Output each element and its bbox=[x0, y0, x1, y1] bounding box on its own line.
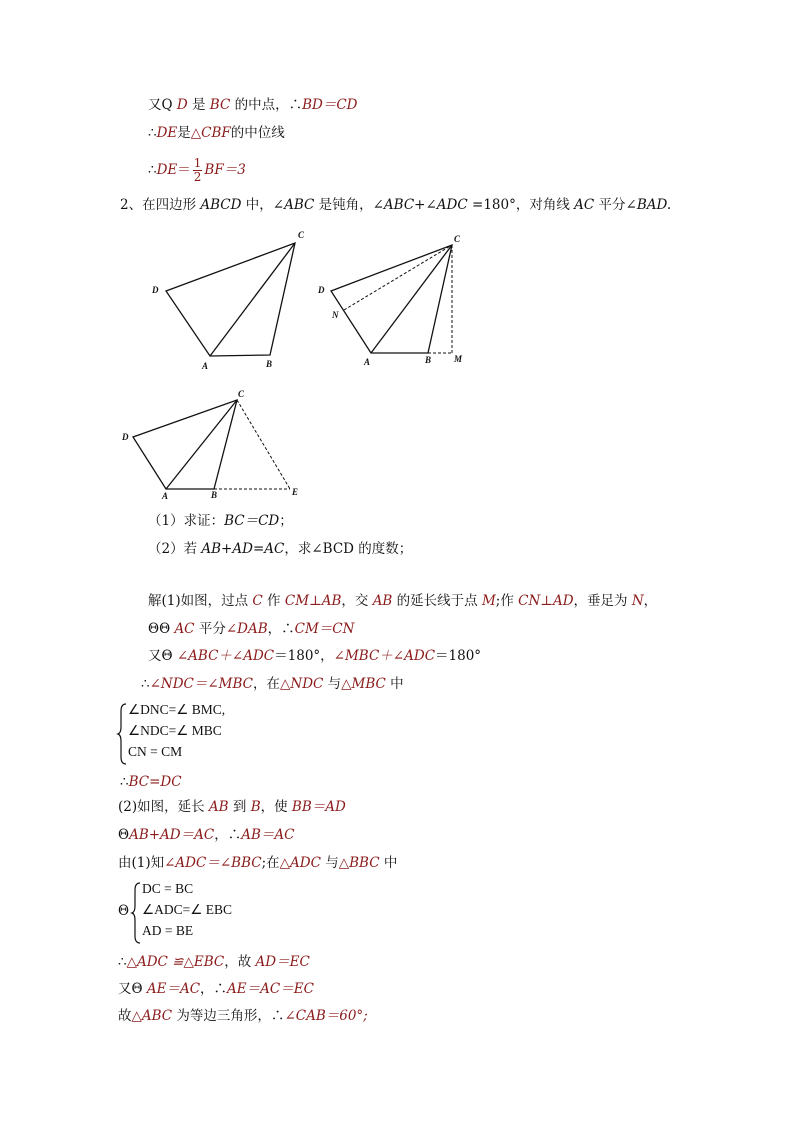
fig3-label-e: E bbox=[292, 487, 299, 497]
solution-line-8: 由(1)知∠ADC＝∠BBC;在△ADC 与△BBC 中 bbox=[118, 855, 398, 871]
left-brace-icon bbox=[132, 882, 142, 944]
fig1-label-a: A bbox=[202, 361, 209, 371]
fig2-label-n: N bbox=[332, 310, 339, 320]
problem-statement: 2、在四边形 ABCD 中，∠ABC 是钝角，∠ABC+∠ADC =180°，对角线 AC 平分∠BAD. bbox=[120, 197, 672, 213]
fig3-label-b: B bbox=[211, 490, 218, 500]
solution-line-9: ∴△ADC ≌△EBC，故 AD＝EC bbox=[118, 954, 310, 970]
intro-line-2: ∴DE是△CBF的中位线 bbox=[148, 125, 285, 141]
fig2-label-a: A bbox=[364, 357, 371, 367]
equation-system-1 bbox=[118, 702, 298, 766]
equation-system-2 bbox=[132, 881, 312, 945]
solution-line-7: ΘAB+AD＝AC，∴AB＝AC bbox=[118, 827, 295, 843]
fig2-label-c: C bbox=[454, 234, 461, 244]
solution-line-11: 故△ABC 为等边三角形，∴∠CAB＝60°; bbox=[118, 1008, 368, 1024]
system2-row-3: AD = BE bbox=[142, 923, 194, 938]
system2-prefix: Θ bbox=[118, 903, 130, 919]
fig2-label-m: M bbox=[454, 354, 463, 364]
question-2: （2）若 AB+AD=AC，求∠BCD 的度数； bbox=[148, 541, 413, 557]
fig1-label-d: D bbox=[152, 285, 159, 295]
solution-line-10: 又Θ AE＝AC，∴AE＝AC＝EC bbox=[118, 981, 314, 997]
fig3-label-d: D bbox=[122, 432, 129, 442]
fig1-label-b: B bbox=[266, 359, 273, 369]
solution-line-2: ΘΘ AC 平分∠DAB，∴CM＝CN bbox=[148, 621, 355, 637]
fig1-label-c: C bbox=[298, 230, 305, 240]
system1-row-2: ∠NDC=∠ MBC bbox=[128, 723, 222, 738]
left-brace-icon bbox=[118, 703, 128, 765]
fig3-label-c: C bbox=[238, 389, 245, 399]
intro-line-3: ∴DE＝ $\frac{1}{2}$ BF＝3 bbox=[148, 156, 246, 184]
fig2-label-b: B bbox=[425, 355, 432, 365]
fig3-label-a: A bbox=[162, 491, 169, 501]
solution-line-3: 又Θ ∠ABC＋∠ADC＝180°，∠MBC＋∠ADC＝180° bbox=[148, 648, 482, 664]
system1-row-3: CN = CM bbox=[128, 744, 183, 759]
intro-line-1: 又Q D 是 BC 的中点，∴BD＝CD bbox=[148, 97, 358, 113]
solution-line-6: (2)如图，延长 AB 到 B，使 BB＝AD bbox=[118, 799, 346, 815]
system2-row-1: DC = BC bbox=[142, 881, 194, 896]
question-1: （1）求证：BC＝CD； bbox=[148, 513, 293, 529]
system1-row-1: ∠DNC=∠ BMC, bbox=[128, 702, 226, 717]
solution-line-5: ∴BC=DC bbox=[120, 774, 182, 790]
solution-line-1: 解(1)如图，过点 C 作 CM⊥AB，交 AB 的延长线于点 M;作 CN⊥AD，垂足为 N， bbox=[148, 593, 658, 609]
fig2-label-d: D bbox=[318, 285, 325, 295]
system2-row-2: ∠ADC=∠ EBC bbox=[142, 902, 232, 917]
solution-line-4: ∴∠NDC＝∠MBC，在△NDC 与△MBC 中 bbox=[141, 676, 404, 692]
fraction-one-half: $\frac{1}{2}$ bbox=[193, 156, 202, 184]
